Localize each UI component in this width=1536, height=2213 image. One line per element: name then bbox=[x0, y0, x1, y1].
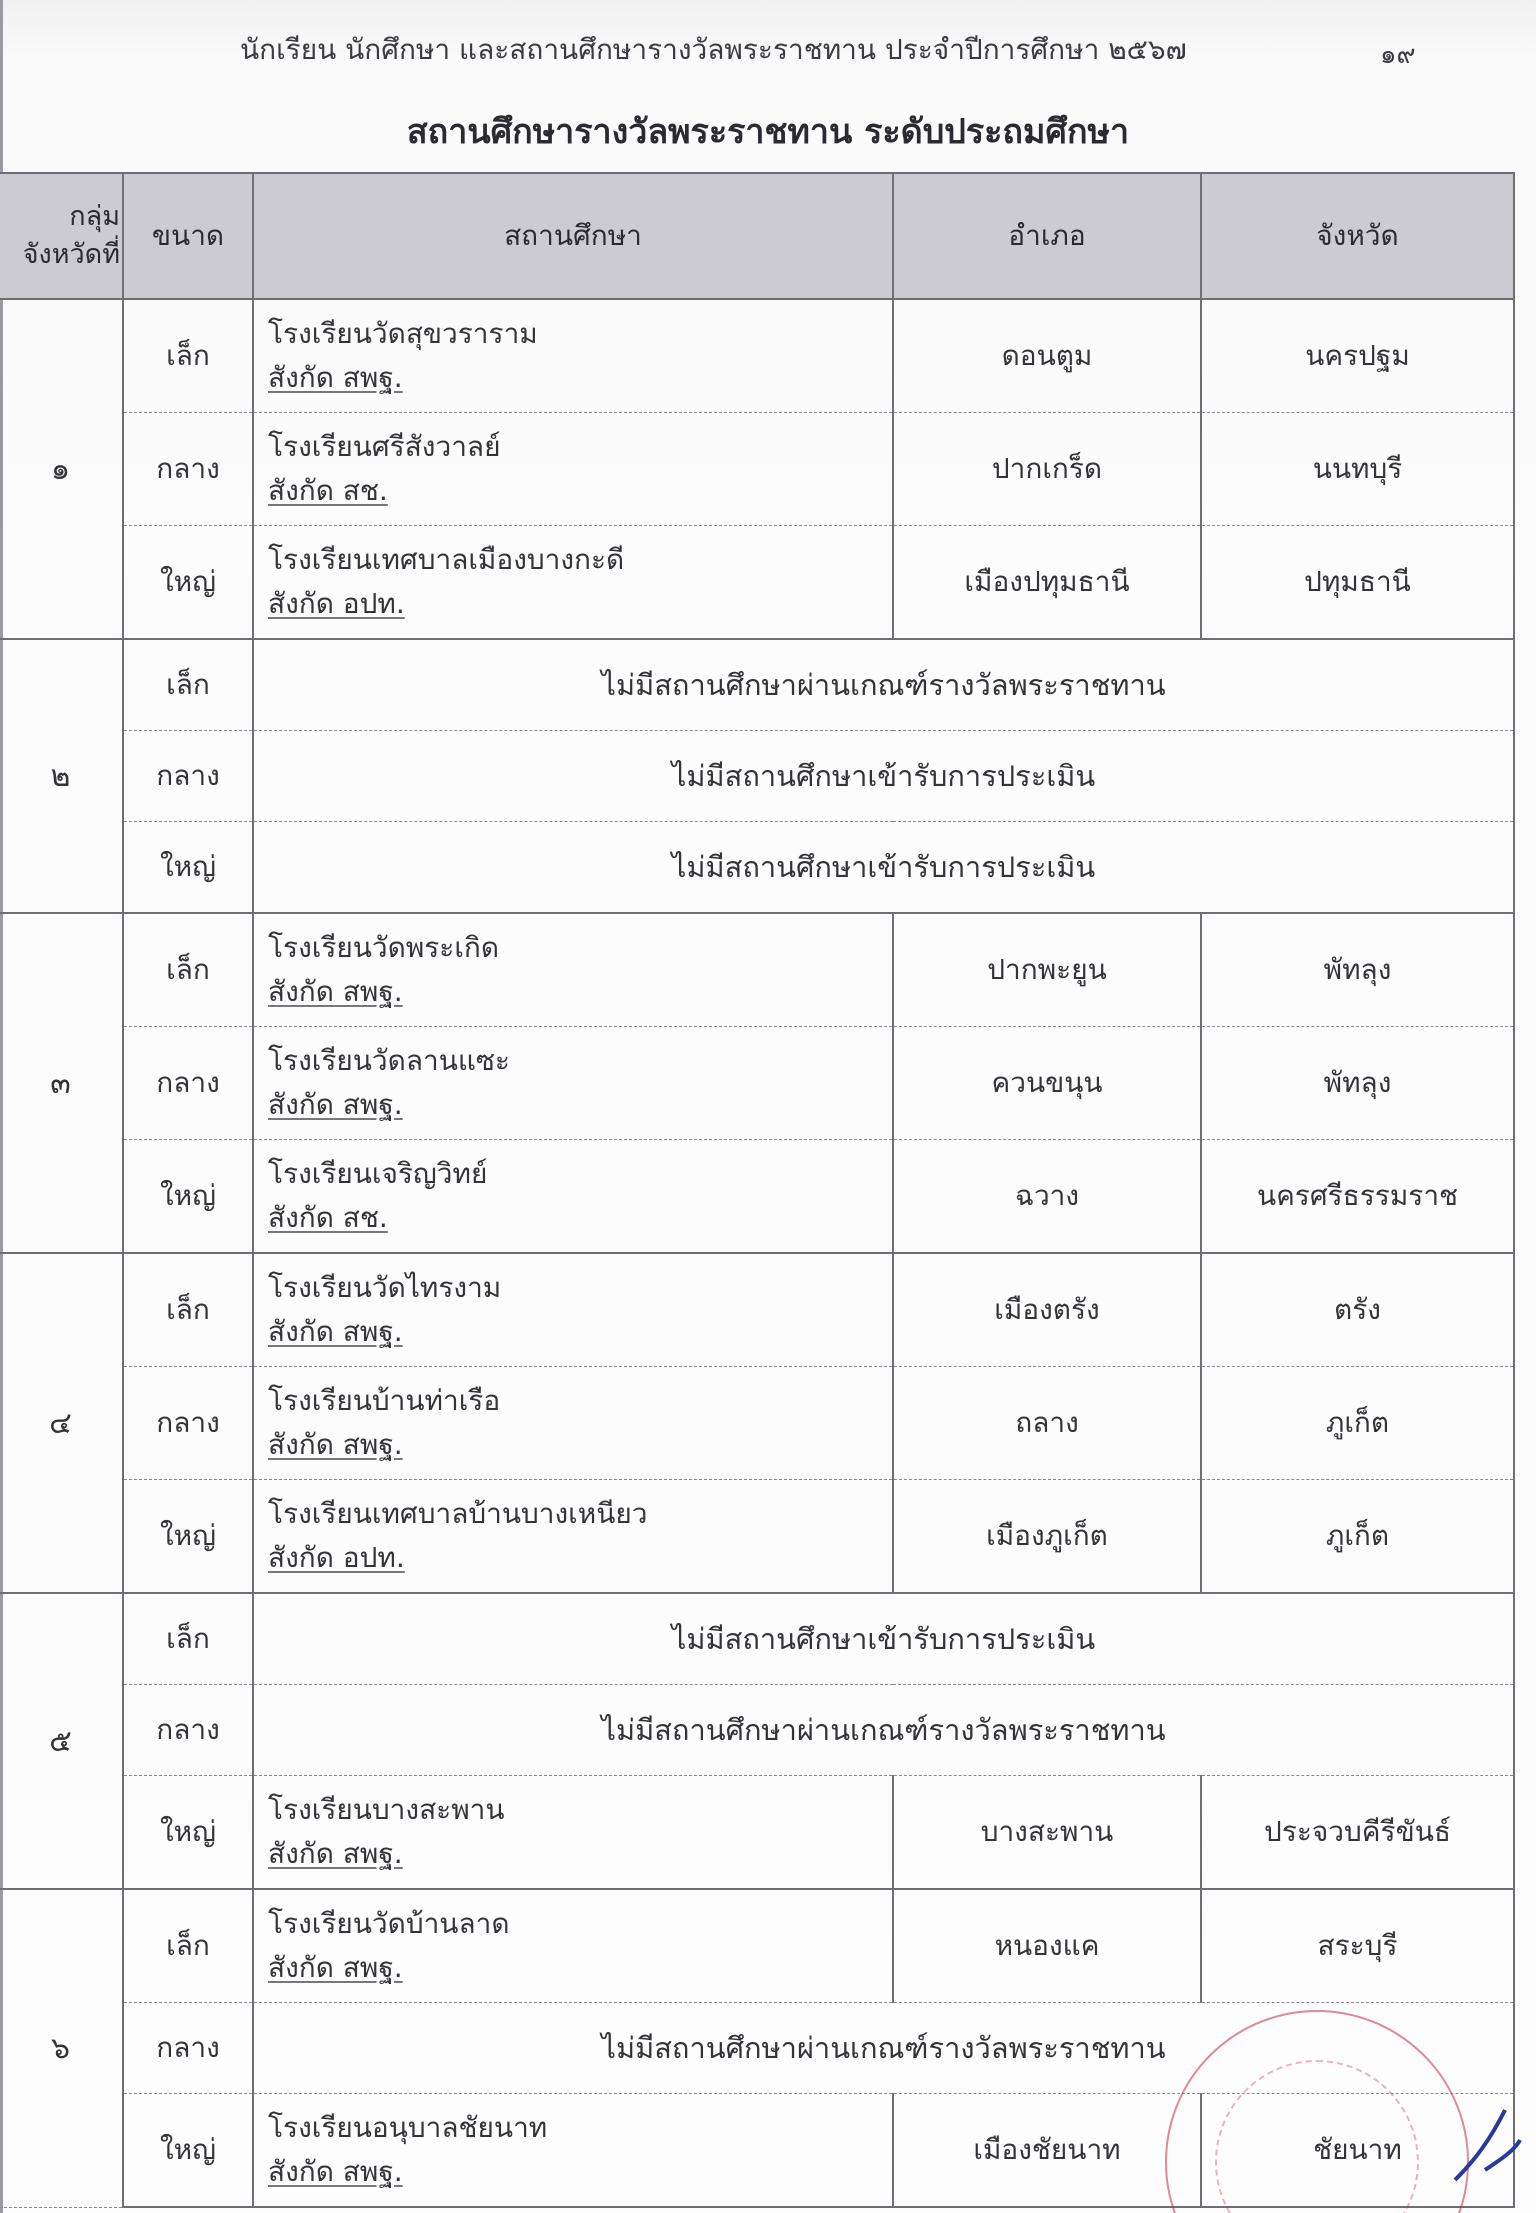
school-affiliation: สังกัด สพฐ. bbox=[268, 1315, 403, 1348]
size-cell: กลาง bbox=[123, 2003, 253, 2094]
province-cell: พัทลุง bbox=[1201, 1027, 1514, 1140]
awards-table bbox=[0, 172, 1515, 2208]
table-row bbox=[0, 413, 1514, 526]
province-cell: สระบุรี bbox=[1201, 1889, 1514, 2003]
school-affiliation: สังกัด อปท. bbox=[268, 1541, 405, 1574]
table-row bbox=[0, 913, 1514, 1027]
school-affiliation: สังกัด สพฐ. bbox=[268, 1837, 403, 1870]
signature-mark bbox=[1445, 2100, 1525, 2190]
table-row bbox=[0, 1889, 1514, 2003]
table-row bbox=[0, 299, 1514, 413]
size-cell: ใหญ่ bbox=[123, 1140, 253, 1254]
district-cell: เมืองปทุมธานี bbox=[893, 526, 1201, 640]
table-row bbox=[0, 1480, 1514, 1594]
school-name: โรงเรียนวัดบ้านลาด bbox=[268, 1907, 510, 1940]
size-cell: เล็ก bbox=[123, 639, 253, 731]
school-name: โรงเรียนเทศบาลเมืองบางกะดี bbox=[268, 543, 625, 576]
province-cell: ประจวบคีรีขันธ์ bbox=[1201, 1776, 1514, 1890]
district-cell: หนองแค bbox=[893, 1889, 1201, 2003]
school-name: โรงเรียนวัดพระเกิด bbox=[268, 931, 500, 964]
table-row bbox=[0, 526, 1514, 640]
table-body bbox=[0, 299, 1514, 2207]
school-name: โรงเรียนอนุบาลชัยนาท bbox=[268, 2111, 548, 2144]
table-row bbox=[0, 639, 1514, 731]
size-cell: ใหญ่ bbox=[123, 822, 253, 914]
no-award-note: ไม่มีสถานศึกษาเข้ารับการประเมิน bbox=[253, 1593, 1514, 1685]
school-cell bbox=[253, 1776, 893, 1890]
province-cell: นนทบุรี bbox=[1201, 413, 1514, 526]
size-cell: ใหญ่ bbox=[123, 526, 253, 640]
school-affiliation: สังกัด สพฐ. bbox=[268, 1088, 403, 1121]
school-affiliation: สังกัด สช. bbox=[268, 1201, 388, 1234]
school-affiliation: สังกัด สพฐ. bbox=[268, 361, 403, 394]
school-cell bbox=[253, 1889, 893, 2003]
no-award-note: ไม่มีสถานศึกษาผ่านเกณฑ์รางวัลพระราชทาน bbox=[253, 639, 1514, 731]
district-cell: บางสะพาน bbox=[893, 1776, 1201, 1890]
header-size: ขนาด bbox=[123, 173, 253, 299]
header-group-line1: กลุ่ม bbox=[69, 201, 120, 232]
size-cell: เล็ก bbox=[123, 1593, 253, 1685]
size-cell: ใหญ่ bbox=[123, 2094, 253, 2208]
province-cell: นครปฐม bbox=[1201, 299, 1514, 413]
group-number-cell: ๓ bbox=[0, 913, 123, 1253]
province-cell: ชัยนาท bbox=[1201, 2094, 1514, 2208]
school-name: โรงเรียนบ้านท่าเรือ bbox=[268, 1384, 501, 1417]
school-cell bbox=[253, 413, 893, 526]
header-province: จังหวัด bbox=[1201, 173, 1514, 299]
table-row bbox=[0, 822, 1514, 914]
no-award-note: ไม่มีสถานศึกษาเข้ารับการประเมิน bbox=[253, 731, 1514, 822]
school-affiliation: สังกัด สพฐ. bbox=[268, 1951, 403, 1984]
school-cell bbox=[253, 1027, 893, 1140]
header-group bbox=[0, 173, 123, 299]
table-row bbox=[0, 1027, 1514, 1140]
size-cell: กลาง bbox=[123, 731, 253, 822]
table-row bbox=[0, 731, 1514, 822]
district-cell: ปากเกร็ด bbox=[893, 413, 1201, 526]
school-affiliation: สังกัด อปท. bbox=[268, 587, 405, 620]
province-cell: นครศรีธรรมราช bbox=[1201, 1140, 1514, 1254]
district-cell: ฉวาง bbox=[893, 1140, 1201, 1254]
group-number-cell: ๖ bbox=[0, 1889, 123, 2207]
size-cell: กลาง bbox=[123, 1027, 253, 1140]
school-name: โรงเรียนศรีสังวาลย์ bbox=[268, 430, 501, 463]
school-affiliation: สังกัด สช. bbox=[268, 474, 388, 507]
district-cell: เมืองชัยนาท bbox=[893, 2094, 1201, 2208]
school-name: โรงเรียนเทศบาลบ้านบางเหนียว bbox=[268, 1497, 648, 1530]
size-cell: เล็ก bbox=[123, 1889, 253, 2003]
school-cell bbox=[253, 1480, 893, 1594]
school-name: โรงเรียนเจริญวิทย์ bbox=[268, 1157, 488, 1190]
group-number-cell: ๕ bbox=[0, 1593, 123, 1889]
school-affiliation: สังกัด สพฐ. bbox=[268, 2155, 403, 2188]
group-number-cell: ๔ bbox=[0, 1253, 123, 1593]
school-cell bbox=[253, 526, 893, 640]
table-row bbox=[0, 1140, 1514, 1254]
district-cell: ถลาง bbox=[893, 1367, 1201, 1480]
province-cell: ปทุมธานี bbox=[1201, 526, 1514, 640]
district-cell: ดอนตูม bbox=[893, 299, 1201, 413]
size-cell: เล็ก bbox=[123, 1253, 253, 1367]
province-cell: พัทลุง bbox=[1201, 913, 1514, 1027]
size-cell: กลาง bbox=[123, 1367, 253, 1480]
district-cell: ปากพะยูน bbox=[893, 913, 1201, 1027]
province-cell: ภูเก็ต bbox=[1201, 1480, 1514, 1594]
size-cell: กลาง bbox=[123, 1685, 253, 1776]
size-cell: ใหญ่ bbox=[123, 1480, 253, 1594]
school-name: โรงเรียนบางสะพาน bbox=[268, 1793, 505, 1826]
table-header-row bbox=[0, 173, 1514, 299]
school-name: โรงเรียนวัดสุขวราราม bbox=[268, 317, 538, 350]
group-number-cell: ๑ bbox=[0, 299, 123, 639]
school-cell bbox=[253, 299, 893, 413]
school-cell bbox=[253, 913, 893, 1027]
no-award-note: ไม่มีสถานศึกษาผ่านเกณฑ์รางวัลพระราชทาน bbox=[253, 1685, 1514, 1776]
district-cell: ควนขนุน bbox=[893, 1027, 1201, 1140]
school-affiliation: สังกัด สพฐ. bbox=[268, 1428, 403, 1461]
size-cell: เล็ก bbox=[123, 299, 253, 413]
table-row bbox=[0, 1367, 1514, 1480]
district-cell: เมืองตรัง bbox=[893, 1253, 1201, 1367]
no-award-note: ไม่มีสถานศึกษาเข้ารับการประเมิน bbox=[253, 822, 1514, 914]
table-row bbox=[0, 1593, 1514, 1685]
page-title: สถานศึกษารางวัลพระราชทาน ระดับประถมศึกษา bbox=[406, 112, 1130, 152]
group-number-cell: ๒ bbox=[0, 639, 123, 913]
no-award-note: ไม่มีสถานศึกษาผ่านเกณฑ์รางวัลพระราชทาน bbox=[253, 2003, 1514, 2094]
school-cell bbox=[253, 1367, 893, 1480]
district-cell: เมืองภูเก็ต bbox=[893, 1480, 1201, 1594]
school-cell bbox=[253, 1253, 893, 1367]
header-group-line2: จังหวัดที่ bbox=[22, 239, 120, 270]
size-cell: เล็ก bbox=[123, 913, 253, 1027]
province-cell: ภูเก็ต bbox=[1201, 1367, 1514, 1480]
table-row bbox=[0, 1685, 1514, 1776]
running-header: นักเรียน นักศึกษา และสถานศึกษารางวัลพระราชทาน ประจำปีการศึกษา ๒๕๖๗ bbox=[240, 33, 1187, 66]
table-row bbox=[0, 1253, 1514, 1367]
size-cell: ใหญ่ bbox=[123, 1776, 253, 1890]
school-affiliation: สังกัด สพฐ. bbox=[268, 975, 403, 1008]
size-cell: กลาง bbox=[123, 413, 253, 526]
header-school: สถานศึกษา bbox=[253, 173, 893, 299]
school-name: โรงเรียนวัดไทรงาม bbox=[268, 1271, 502, 1304]
school-cell bbox=[253, 2094, 893, 2208]
school-cell bbox=[253, 1140, 893, 1254]
header-district: อำเภอ bbox=[893, 173, 1201, 299]
province-cell: ตรัง bbox=[1201, 1253, 1514, 1367]
page-number: ๑๙ bbox=[1380, 40, 1416, 70]
school-name: โรงเรียนวัดลานแซะ bbox=[268, 1044, 510, 1077]
table-row bbox=[0, 1776, 1514, 1890]
